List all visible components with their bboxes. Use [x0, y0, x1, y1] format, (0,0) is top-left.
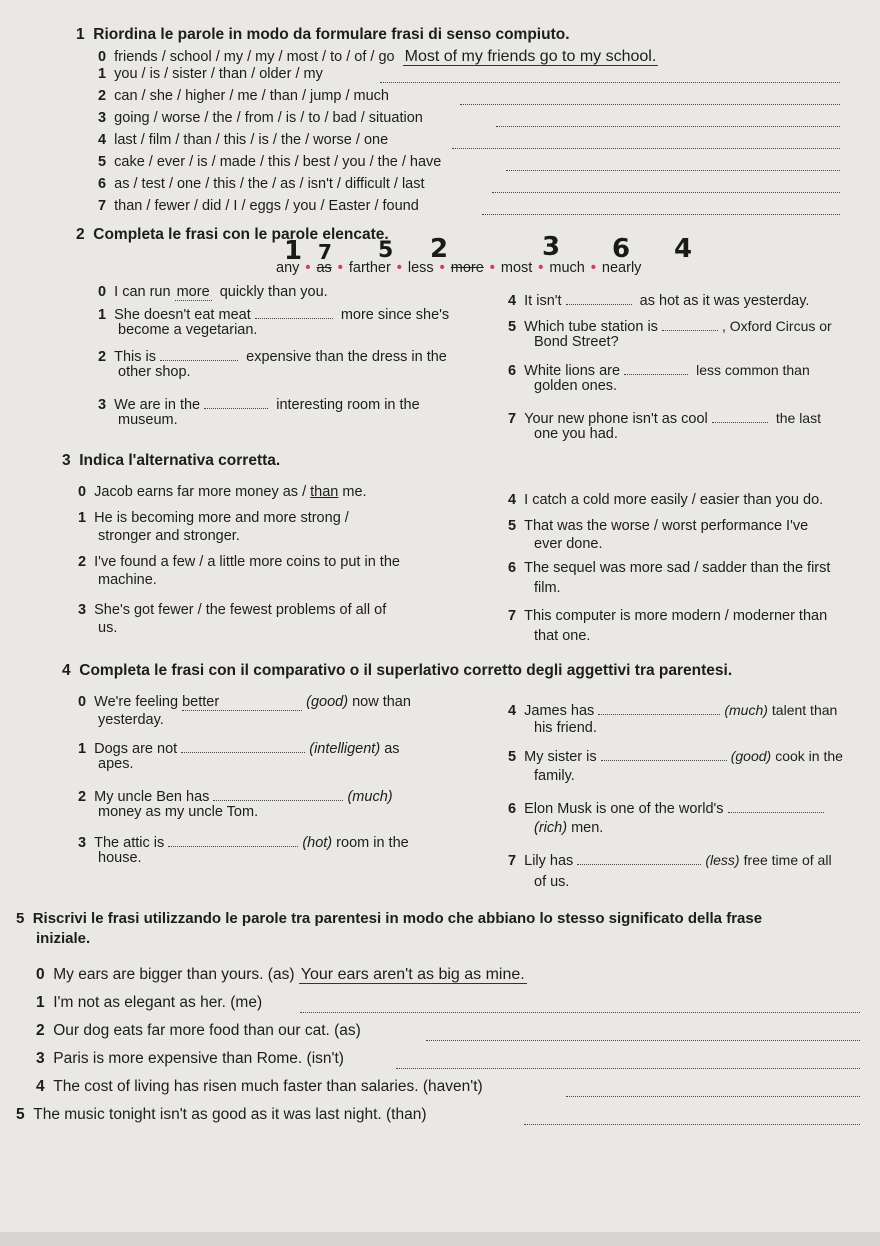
item-text: My uncle Ben has [94, 789, 210, 805]
item-number: 6 [508, 801, 517, 817]
item-number: 6 [98, 176, 107, 192]
item-text: ever done. [534, 536, 603, 552]
answer-line[interactable] [506, 156, 840, 171]
handwritten-number: 3 [542, 232, 561, 262]
ex2-number: 2 [76, 226, 85, 243]
item-text: James has [524, 703, 595, 719]
hint: (me) [230, 994, 263, 1011]
item-text: one you had. [534, 426, 618, 442]
item-number: 0 [36, 966, 45, 983]
ex2-item-0 [98, 284, 328, 300]
answer-line[interactable] [496, 112, 840, 127]
option-text[interactable]: She's got fewer / the fewest problems of all of [94, 602, 387, 618]
answer-line[interactable] [460, 90, 840, 105]
ex2-title [76, 226, 389, 244]
answer-blank[interactable] [168, 832, 298, 847]
ex2-item-1 [98, 304, 449, 323]
ex4-item-4 [508, 700, 837, 719]
hint: (good) [306, 694, 349, 710]
hint: (hot) [302, 835, 333, 851]
item-text: Your new phone isn't as cool [524, 411, 708, 427]
ex5-title-text-cont: iniziale. [36, 930, 91, 947]
answer-blank[interactable] [712, 408, 768, 423]
word-any: any [276, 260, 300, 276]
ex3-item-5 [508, 518, 808, 534]
item-text: us. [98, 620, 118, 636]
item-words: cake / ever / is / made / this / best / you / the / have [114, 154, 442, 170]
item-text: become a vegetarian. [118, 322, 258, 338]
answer-line[interactable] [492, 178, 840, 193]
item-text: I can run [114, 284, 171, 300]
item-text: White lions are [524, 363, 621, 379]
item-number: 3 [78, 602, 87, 618]
ex5-item-5 [16, 1106, 427, 1124]
ex1-item-1 [98, 66, 323, 82]
answer-line[interactable] [482, 200, 840, 215]
item-text: The attic is [94, 835, 165, 851]
ex4-item-2 [78, 786, 393, 805]
item-words: than / fewer / did / I / eggs / you / Easter / found [114, 198, 419, 214]
answer-blank[interactable] [624, 360, 688, 375]
ex2-item-5 [508, 316, 832, 335]
item-number: 2 [78, 789, 87, 805]
item-text: She doesn't eat meat [114, 307, 251, 323]
ex2-item-6 [508, 360, 810, 379]
item-text: as hot as it was yesterday. [639, 293, 810, 309]
word-most: most [500, 260, 533, 276]
item-number: 1 [98, 66, 107, 82]
word-less: less [407, 260, 434, 276]
item-number: 5 [508, 518, 517, 534]
item-text: free time of all [743, 852, 832, 868]
word-more: more [450, 260, 484, 276]
selected-option[interactable]: than [310, 484, 339, 500]
answer-blank[interactable] [181, 738, 305, 753]
page-bottom-edge [0, 1232, 880, 1246]
item-number: 0 [78, 484, 87, 500]
item-text: now than [352, 694, 411, 710]
item-text: film. [534, 580, 561, 596]
item-number: 1 [78, 741, 87, 757]
item-text: money as my uncle Tom. [98, 804, 259, 820]
item-number: 4 [508, 293, 517, 309]
item-number: 1 [36, 994, 45, 1011]
ex1-item-4 [98, 132, 388, 148]
ex3-item-2 [78, 554, 400, 570]
item-words: going / worse / the / from / is / to / bad / situation [114, 110, 423, 126]
item-text: The cost of living has risen much faster than salaries. [53, 1078, 419, 1095]
answer-blank[interactable] [598, 700, 720, 715]
item-words: you / is / sister / than / older / my [114, 66, 323, 82]
hint: (haven't) [422, 1078, 483, 1095]
ex5-title [16, 910, 762, 927]
item-number: 3 [98, 110, 107, 126]
item-number: 5 [508, 749, 517, 765]
word-farther: farther [348, 260, 391, 276]
answer-blank[interactable] [182, 694, 302, 711]
word-as: as [316, 260, 332, 276]
ex1-item-3 [98, 110, 423, 126]
item-text: the last [775, 410, 821, 426]
item-number: 3 [36, 1050, 45, 1067]
item-number: 4 [36, 1078, 45, 1095]
answer-blank[interactable]: more [176, 284, 210, 300]
item-words: last / film / than / this / is / the / worse / one [114, 132, 389, 148]
ex1-title [76, 26, 570, 44]
answer-blank[interactable] [728, 798, 824, 813]
handwritten-number: 6 [612, 234, 631, 264]
item-number: 7 [508, 608, 517, 624]
answer-line[interactable] [396, 1054, 860, 1069]
hint: (much) [347, 789, 393, 805]
ex2-item-3 [98, 394, 420, 413]
item-number: 5 [98, 154, 107, 170]
item-text: as [384, 741, 400, 757]
handwritten-number: 4 [674, 234, 693, 264]
item-number: 5 [508, 319, 517, 335]
item-text: more since she's [340, 307, 450, 323]
item-text: his friend. [534, 720, 597, 736]
item-number: 7 [98, 198, 107, 214]
answer-line[interactable] [452, 134, 840, 149]
ex3-title [62, 452, 280, 470]
item-number: 1 [98, 307, 107, 323]
item-number: 0 [98, 284, 107, 300]
word-nearly: nearly [601, 260, 642, 276]
item-text: of us. [534, 874, 570, 890]
item-number: 3 [78, 835, 87, 851]
item-words: as / test / one / this / the / as / isn't / difficult / last [114, 176, 425, 192]
ex5-item-2 [36, 1022, 361, 1040]
item-number: 7 [508, 853, 517, 869]
item-text: less common than [696, 362, 810, 378]
hint: (good) [730, 748, 772, 764]
item-text: Lily has [524, 853, 574, 869]
hint: (as) [267, 966, 295, 983]
ex3-item-4 [508, 492, 823, 508]
item-text: Jacob earns far more money as / [94, 484, 311, 500]
item-number: 0 [78, 694, 87, 710]
item-text: expensive than the dress in the [246, 349, 447, 365]
item-text: The music tonight isn't as good as it was last night. [33, 1106, 382, 1123]
item-text: yesterday. [98, 712, 164, 728]
ex1-title-text: Riordina le parole in modo da formulare frasi di senso compiuto. [93, 26, 570, 43]
item-number: 6 [508, 560, 517, 576]
item-text: , Oxford Circus or [722, 318, 832, 334]
ex2-item-7 [508, 408, 821, 427]
item-number: 1 [78, 510, 87, 526]
option-text[interactable]: That was the worse / worst performance I've [524, 518, 809, 534]
item-number: 2 [78, 554, 87, 570]
answer-line[interactable]: Most of my friends go to my school. [404, 48, 657, 65]
answer-blank[interactable] [160, 346, 238, 361]
item-text: men. [571, 820, 604, 836]
ex1-item-2 [98, 88, 389, 104]
ex4-item-7 [508, 850, 832, 869]
ex2-item-4 [508, 290, 809, 309]
answer-line[interactable] [524, 1110, 860, 1125]
item-words: can / she / higher / me / than / jump / much [114, 88, 389, 104]
item-text: machine. [98, 572, 157, 588]
answer-blank[interactable] [662, 316, 718, 331]
answer-line[interactable]: Your ears aren't as big as mine. [300, 966, 525, 983]
hint: (less) [705, 852, 740, 868]
item-text: We are in the [114, 397, 201, 413]
item-text: I'm not as elegant as her. [53, 994, 226, 1011]
ex1-item-0 [98, 48, 658, 66]
item-text: Paris is more expensive than Rome. [53, 1050, 303, 1067]
ex2-title-text: Completa le frasi con le parole elencate. [93, 226, 389, 243]
item-text: Bond Street? [534, 334, 619, 350]
hint: (rich) [534, 820, 568, 836]
item-text: talent than [771, 702, 838, 718]
answer-line[interactable] [566, 1082, 860, 1097]
ex4-number: 4 [62, 662, 71, 679]
ex5-item-4 [36, 1078, 483, 1096]
ex4-item-3 [78, 832, 409, 851]
handwritten-number: 2 [430, 234, 449, 264]
ex1-item-7 [98, 198, 419, 214]
item-text: This is [114, 349, 157, 365]
item-text: Which tube station is [524, 319, 658, 335]
item-text: My ears are bigger than yours. [53, 966, 264, 983]
ex4-item-0 [78, 694, 411, 711]
ex1-item-5 [98, 154, 441, 170]
ex3-item-7 [508, 608, 827, 624]
item-text: golden ones. [534, 378, 618, 394]
item-number: 2 [98, 349, 107, 365]
item-number: 5 [16, 1106, 25, 1123]
ex3-item-1 [78, 510, 349, 526]
answer-line[interactable] [380, 68, 840, 83]
answer-line[interactable] [426, 1026, 860, 1041]
option-text[interactable]: This computer is more modern / moderner than [524, 608, 828, 624]
item-number: 2 [36, 1022, 45, 1039]
answer-blank[interactable] [577, 850, 701, 865]
ex4-title [62, 662, 732, 680]
option-text[interactable]: The sequel was more sad / sadder than the first [524, 560, 831, 576]
ex5-title-text: Riscrivi le frasi utilizzando le parole tra parentesi in modo che abbiano lo stesso significato della frase [32, 910, 763, 927]
option-text[interactable]: I catch a cold more easily / easier than you do. [524, 492, 824, 508]
answer-blank[interactable] [213, 786, 343, 801]
item-text: apes. [98, 756, 134, 772]
handwritten-number: 1 [284, 236, 303, 266]
item-text: other shop. [118, 364, 191, 380]
option-text[interactable]: I've found a few / a little more coins to put in the [94, 554, 400, 570]
hint: (much) [724, 702, 768, 718]
item-text: me. [338, 484, 367, 500]
item-text: Dogs are not [94, 741, 178, 757]
ex4-item-6-line2 [534, 820, 603, 836]
item-text: It isn't [524, 293, 562, 309]
item-text: museum. [118, 412, 178, 428]
item-words: friends / school / my / my / most / to / of / go [114, 49, 395, 65]
option-text[interactable]: He is becoming more and more strong / [94, 510, 349, 526]
item-number: 6 [508, 363, 517, 379]
item-text: Our dog eats far more food than our cat. [53, 1022, 330, 1039]
hint: (than) [386, 1106, 427, 1123]
word-much: much [549, 260, 585, 276]
hint: (as) [334, 1022, 361, 1039]
handwritten-number: 7 [318, 240, 332, 264]
ex4-item-5 [508, 746, 843, 765]
item-text: Elon Musk is one of the world's [524, 801, 724, 817]
item-number: 0 [98, 49, 107, 65]
item-text: family. [534, 768, 575, 784]
item-number: 3 [98, 397, 107, 413]
answer-blank[interactable] [255, 304, 333, 319]
item-number: 4 [508, 492, 517, 508]
item-text: cook in the [775, 748, 843, 764]
option-text[interactable]: stronger and stronger. [98, 528, 240, 544]
ex3-title-text: Indica l'alternativa corretta. [79, 452, 281, 469]
ex3-item-0 [78, 484, 367, 500]
answer-line[interactable] [300, 998, 860, 1013]
item-number: 4 [508, 703, 517, 719]
item-number: 7 [508, 411, 517, 427]
item-text: house. [98, 850, 142, 866]
item-text: that one. [534, 628, 591, 644]
handwritten-number: 5 [378, 238, 394, 263]
ex5-item-1 [36, 994, 262, 1012]
ex3-number: 3 [62, 452, 71, 469]
ex4-item-6 [508, 798, 824, 817]
ex4-item-1 [78, 738, 400, 757]
answer-blank[interactable] [204, 394, 268, 409]
item-text: We're feeling [94, 694, 179, 710]
hint: (intelligent) [309, 741, 381, 757]
item-text: room in the [336, 835, 409, 851]
item-text: quickly than you. [219, 284, 328, 300]
ex2-item-2 [98, 346, 447, 365]
answer-blank[interactable] [566, 290, 632, 305]
ex5-item-3 [36, 1050, 344, 1068]
item-number: 2 [98, 88, 107, 104]
ex3-item-3 [78, 602, 386, 618]
ex4-title-text: Completa le frasi con il comparativo o il superlativo corretto degli aggettivi tra parentesi. [79, 662, 733, 679]
word-box: any • as • farther • less • more • most • much • nearly [276, 260, 642, 276]
item-text: interesting room in the [276, 397, 420, 413]
answer-blank[interactable] [601, 746, 727, 761]
answer-text: better [182, 694, 220, 710]
item-text: My sister is [524, 749, 597, 765]
ex3-item-6 [508, 560, 830, 576]
item-number: 4 [98, 132, 107, 148]
hint: (isn't) [306, 1050, 344, 1067]
ex1-number: 1 [76, 26, 85, 43]
ex1-item-6 [98, 176, 425, 192]
ex5-item-0 [36, 966, 527, 984]
ex5-number: 5 [16, 910, 25, 927]
